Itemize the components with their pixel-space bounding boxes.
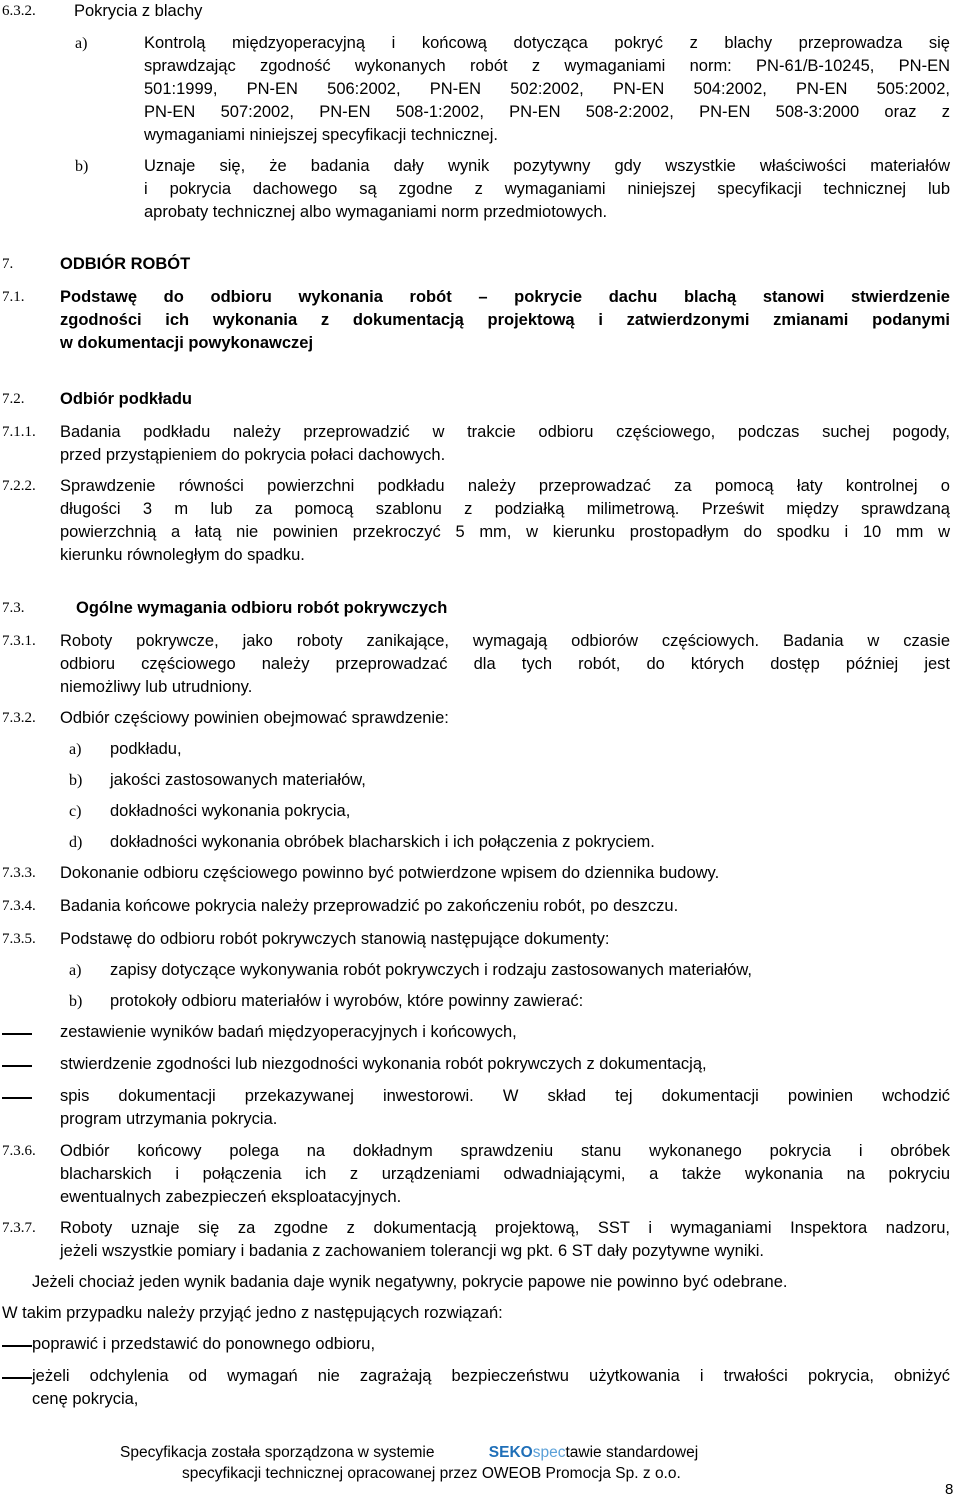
list-item: jakości zastosowanych materiałów, [110, 771, 366, 789]
dash-bullet [2, 1097, 32, 1099]
paragraph-line: aprobaty technicznej albo wymaganiami norm przedmiotowych. [144, 203, 608, 221]
paragraph-line: PN-EN 507:2002, PN-EN 508-1:2002, PN-EN 508-2:2002, PN-EN 508-3:2000 oraz z [144, 103, 950, 121]
section-number: 7.2. [2, 391, 25, 407]
paragraph-line: jeżeli wszystkie pomiary i badania z zachowaniem tolerancji wg pkt. 6 ST dały pozytywne wyniki. [60, 1242, 764, 1260]
section-title: ODBIÓR ROBÓT [60, 255, 191, 273]
paragraph-line: Podstawę do odbioru wykonania robót – pokrycie dachu blachą stanowi stwierdzenie [60, 288, 950, 306]
paragraph-line: zgodności ich wykonania z dokumentacją projektową i zatwierdzonymi zmianami podanymi [60, 311, 950, 329]
paragraph-line: Jeżeli chociaż jeden wynik badania daje wynik negatywny, pokrycie papowe nie powinno być odebrane. [32, 1273, 788, 1291]
paragraph-line: odbioru częściowego należy przeprowadzać dla tych robót, do których dostęp później jest [60, 655, 950, 673]
section-number: 7.2.2. [2, 478, 36, 494]
paragraph-line: blacharskich i połączenia ich z urządzeniami odwadniającymi, a także wykonania na pokryciu [60, 1165, 950, 1183]
list-item: jeżeli odchylenia od wymagań nie zagrażają bezpieczeństwu użytkowania i trwałości pokrycia, obniżyć [32, 1367, 950, 1385]
list-item: program utrzymania pokrycia. [60, 1110, 278, 1128]
footer-line: specyfikacji technicznej opracowanej przez OWEOB Promocja Sp. z o.o. [182, 1465, 681, 1482]
list-letter: b) [69, 772, 83, 789]
list-item: zapisy dotyczące wykonywania robót pokrywczych i rodzaju zastosowanych materiałów, [110, 961, 752, 979]
list-item: stwierdzenie zgodności lub niezgodności wykonania robót pokrywczych z dokumentacją, [60, 1055, 707, 1073]
page-number: 8 [945, 1481, 954, 1498]
paragraph-line: Kontrolą międzyoperacyjną i końcową dotycząca pokryć z blachy przeprowadza się [144, 34, 950, 52]
list-letter: d) [69, 834, 83, 851]
footer-text: Specyfikacja została sporządzona w systemie [120, 1444, 435, 1461]
paragraph-line: kierunku równoległym do spadku. [60, 546, 305, 564]
list-letter: a) [75, 35, 88, 52]
paragraph-line: ewentualnych zabezpieczeń eksploatacyjnych. [60, 1188, 402, 1206]
section-number: 6.3.2. [2, 3, 36, 19]
paragraph-line: W takim przypadku należy przyjąć jedno z następujących rozwiązań: [2, 1304, 503, 1322]
paragraph-line: niemożliwy lub utrudniony. [60, 678, 253, 696]
dash-bullet [2, 1065, 32, 1067]
list-item: poprawić i przedstawić do ponownego odbioru, [32, 1335, 376, 1353]
section-number: 7.3. [2, 600, 25, 616]
paragraph-line: 501:1999, PN-EN 506:2002, PN-EN 502:2002, PN-EN 504:2002, PN-EN 505:2002, [144, 80, 950, 98]
list-item: dokładności wykonania pokrycia, [110, 802, 351, 820]
paragraph-line: Badania podkładu należy przeprowadzić w trakcie odbioru częściowego, podczas suchej pogody, [60, 423, 950, 441]
list-letter: c) [69, 803, 82, 820]
dash-bullet [2, 1033, 32, 1035]
section-number: 7.3.4. [2, 898, 36, 914]
section-number: 7. [2, 256, 14, 272]
paragraph-line: Odbiór końcowy polega na dokładnym sprawdzeniu stanu wykonanego pokrycia i obróbek [60, 1142, 950, 1160]
sekospec-logo-spec: spec [532, 1444, 566, 1461]
paragraph-line: powierzchnią a łatą nie powinien przekroczyć 5 mm, w kierunku prostopadłym do spodku i 10 mm w [60, 523, 950, 541]
list-letter: b) [75, 158, 89, 175]
list-item: cenę pokrycia, [32, 1390, 139, 1408]
paragraph-line: i pokrycia dachowego są zgodne z wymaganiami niniejszej specyfikacji technicznej lub [144, 180, 950, 198]
section-number: 7.3.5. [2, 931, 36, 947]
sekospec-logo-seko: SEKO [488, 1444, 533, 1461]
footer-line [120, 1443, 698, 1463]
paragraph-line: wymaganiami niniejszej specyfikacji technicznej. [144, 126, 498, 144]
list-item: dokładności wykonania obróbek blacharskich i ich połączenia z pokryciem. [110, 833, 655, 851]
dash-bullet [2, 1345, 32, 1347]
footer-text: tawie standardowej [565, 1444, 699, 1461]
paragraph-line: Roboty pokrywcze, jako roboty zanikające, wymagają odbiorów częściowych. Badania w czasie [60, 632, 950, 650]
list-item: podkładu, [110, 740, 182, 758]
list-letter: b) [69, 993, 83, 1010]
paragraph-line: Roboty uznaje się za zgodne z dokumentacją projektową, SST i wymaganiami Inspektora nadzoru, [60, 1219, 950, 1237]
section-number: 7.3.1. [2, 633, 36, 649]
paragraph-line: sprawdzając zgodność wykonanych robót z wymaganiami norm: PN-61/B-10245, PN-EN [144, 57, 950, 75]
section-title: Odbiór podkładu [60, 390, 192, 408]
list-item: spis dokumentacji przekazywanej inwestorowi. W skład tej dokumentacji powinien wchodzić [60, 1087, 950, 1105]
paragraph-line: Odbiór częściowy powinien obejmować sprawdzenie: [60, 709, 449, 727]
paragraph-line: Sprawdzenie równości powierzchni podkładu należy przeprowadzać za pomocą łaty kontrolnej o [60, 477, 950, 495]
section-number: 7.3.2. [2, 710, 36, 726]
section-number: 7.1.1. [2, 424, 36, 440]
section-title: Ogólne wymagania odbioru robót pokrywczych [76, 599, 448, 617]
list-item: protokoły odbioru materiałów i wyrobów, które powinny zawierać: [110, 992, 584, 1010]
list-item: zestawienie wyników badań międzyoperacyjnych i końcowych, [60, 1023, 517, 1041]
paragraph-line: Podstawę do odbioru robót pokrywczych stanowią następujące dokumenty: [60, 930, 610, 948]
paragraph-line: Uznaje się, że badania dały wynik pozytywny gdy wszystkie właściwości materiałów [144, 157, 950, 175]
section-title: Pokrycia z blachy [74, 2, 203, 20]
paragraph-line: w dokumentacji powykonawczej [60, 334, 314, 352]
section-number: 7.1. [2, 289, 25, 305]
dash-bullet [2, 1377, 32, 1379]
section-number: 7.3.7. [2, 1220, 36, 1236]
paragraph-line: przed przystąpieniem do pokrycia połaci dachowych. [60, 446, 446, 464]
list-letter: a) [69, 962, 82, 979]
paragraph-line: długości 3 m lub za pomocą szablonu z podziałką milimetrową. Prześwit między sprawdzaną [60, 500, 950, 518]
list-letter: a) [69, 741, 82, 758]
section-number: 7.3.3. [2, 865, 36, 881]
section-number: 7.3.6. [2, 1143, 36, 1159]
paragraph-line: Dokonanie odbioru częściowego powinno być potwierdzone wpisem do dziennika budowy. [60, 864, 720, 882]
paragraph-line: Badania końcowe pokrycia należy przeprowadzić po zakończeniu robót, po deszczu. [60, 897, 679, 915]
